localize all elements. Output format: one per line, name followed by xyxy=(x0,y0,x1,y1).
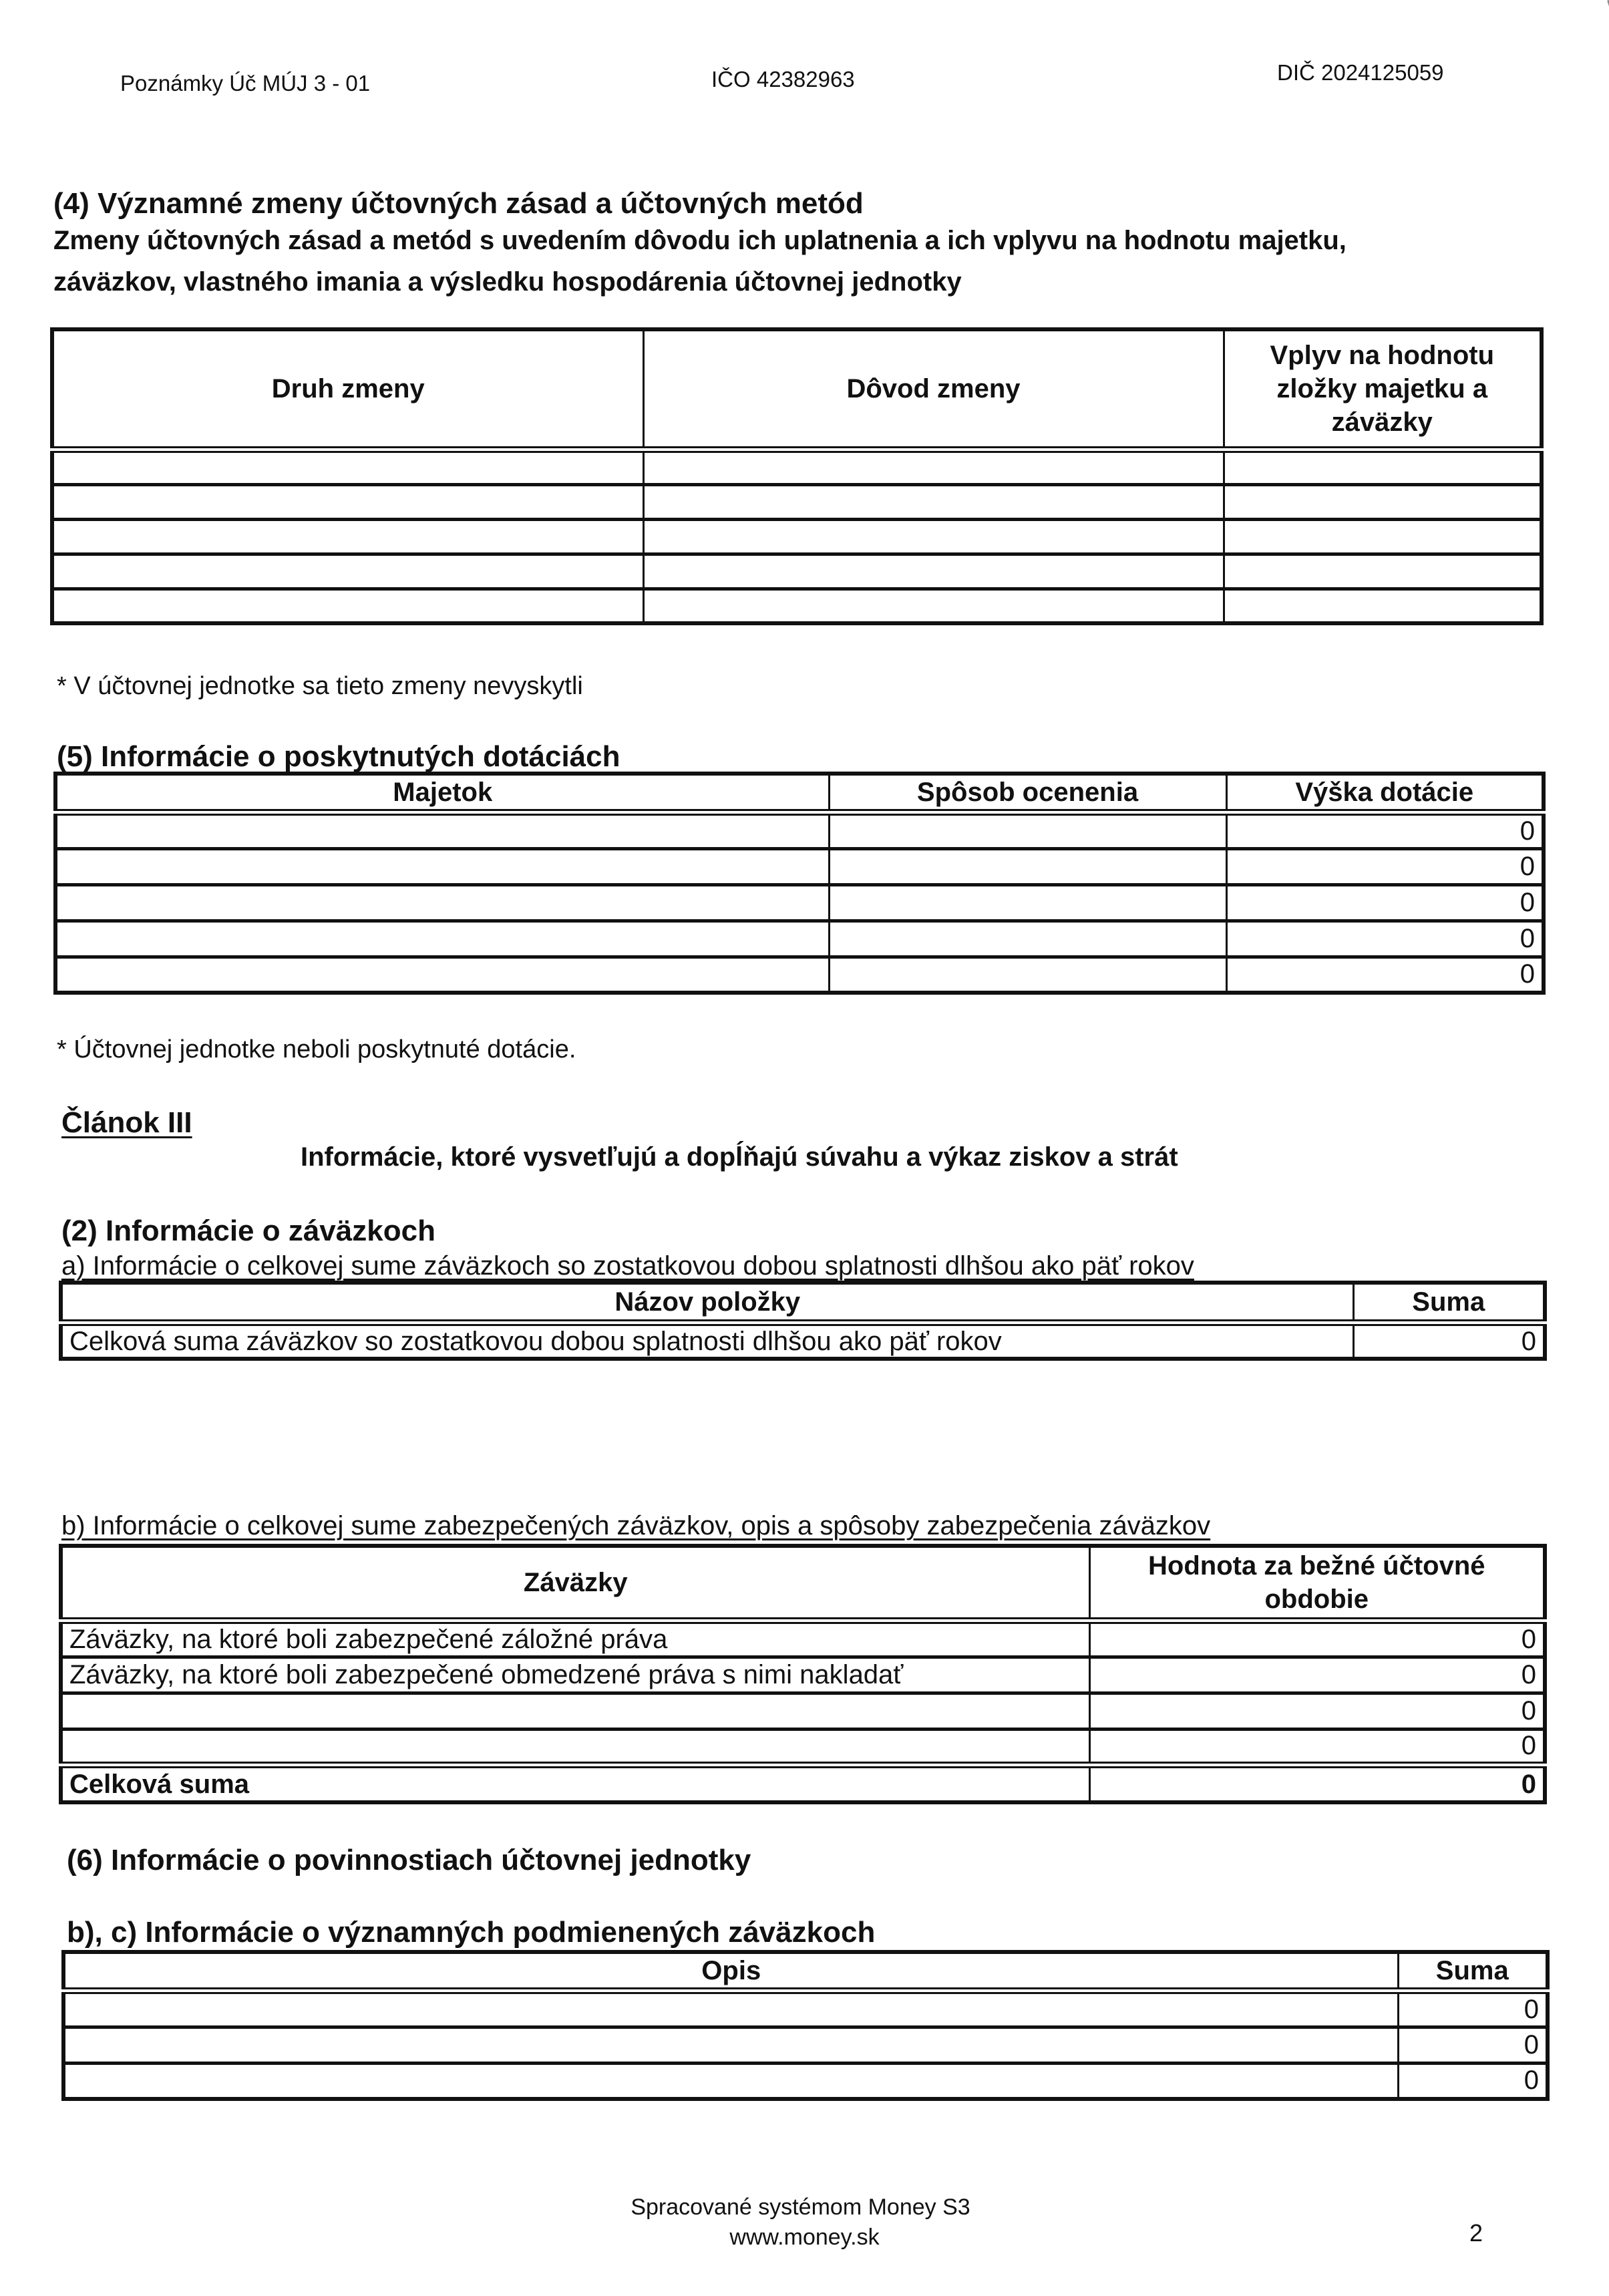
footer-software: Spracované systémom Money S3 xyxy=(631,2194,970,2220)
table-header-row xyxy=(61,1283,1545,1323)
table-row xyxy=(55,957,1544,993)
table-row xyxy=(52,484,1542,519)
subsidy-amount: 0 xyxy=(1226,957,1544,993)
table-row: 0 xyxy=(63,1991,1548,2027)
table-header-row xyxy=(63,1952,1548,1991)
page-number: 2 xyxy=(1469,2219,1483,2247)
table-row xyxy=(52,519,1542,554)
subsidies-table xyxy=(53,772,1546,995)
table-row: 0 xyxy=(63,2027,1548,2063)
section2b-title: b) Informácie o celkovej sume zabezpečených záväzkov, opis a spôsoby zabezpečenia záväzkov xyxy=(61,1511,1211,1540)
subsidy-amount: 0 xyxy=(1226,848,1544,884)
total-amount: 0 xyxy=(1089,1765,1545,1802)
col-header-dovod-zmeny: Dôvod zmeny xyxy=(643,329,1224,450)
section4-title: (4) Významné zmeny účtovných zásad a účtovných metód xyxy=(53,187,864,220)
ico-number: IČO 42382963 xyxy=(711,67,855,92)
col-header-suma: Suma xyxy=(1353,1283,1545,1323)
long-term-liabilities-table xyxy=(59,1281,1547,1361)
table-row: 0 xyxy=(61,1693,1545,1729)
table-header-row xyxy=(55,774,1544,812)
section4-subtitle-1: Zmeny účtovných zásad a metód s uvedením dôvodu ich uplatnenia a ich vplyvu na hodnotu majetku, xyxy=(53,226,1347,255)
section2a-title: a) Informácie o celkovej sume záväzkoch so zostatkovou dobou splatnosti dlhšou ako päť rokov xyxy=(61,1251,1194,1281)
table-row: Záväzky, na ktoré boli zabezpečené obmedzené práva s nimi nakladať 0 xyxy=(61,1657,1545,1693)
table-row: Záväzky, na ktoré boli zabezpečené záložné práva 0 xyxy=(61,1621,1545,1657)
section6bc-title: b), c) Informácie o významných podmienených záväzkoch xyxy=(67,1916,876,1949)
col-header-hodnota: Hodnota za bežné účtovné obdobie xyxy=(1089,1546,1545,1621)
section4-subtitle-2: záväzkov, vlastného imania a výsledku hospodárenia účtovnej jednotky xyxy=(53,267,962,297)
form-code: Poznámky Úč MÚJ 3 - 01 xyxy=(120,71,371,96)
col-header-nazov-polozky: Názov položky xyxy=(61,1283,1353,1323)
table-row: 0 xyxy=(61,1729,1545,1765)
col-header-vplyv: Vplyv na hodnotu zložky majetku a záväzky xyxy=(1224,329,1542,450)
section5-title: (5) Informácie o poskytnutých dotáciách xyxy=(57,740,620,773)
section6-title: (6) Informácie o povinnostiach účtovnej jednotky xyxy=(67,1844,751,1876)
section5-note: * Účtovnej jednotke neboli poskytnuté dotácie. xyxy=(57,1035,576,1063)
table-row xyxy=(55,884,1544,921)
table-row xyxy=(52,554,1542,589)
table-row xyxy=(61,1323,1545,1359)
footer-line1 xyxy=(0,2194,1609,2221)
col-header-druh-zmeny: Druh zmeny xyxy=(52,329,643,450)
dic-number: DIČ 2024125059 xyxy=(1277,60,1444,85)
col-header-suma: Suma xyxy=(1398,1952,1548,1991)
total-label: Celková suma xyxy=(61,1765,1089,1802)
col-header-zavazky: Záväzky xyxy=(61,1546,1089,1621)
table-row xyxy=(55,921,1544,957)
col-header-vyska-dotacie: Výška dotácie xyxy=(1226,774,1544,812)
subsidy-amount: 0 xyxy=(1226,884,1544,921)
item-amount: 0 xyxy=(1353,1323,1545,1359)
table-header-row xyxy=(52,329,1542,450)
table-row xyxy=(52,450,1542,484)
table-row xyxy=(55,848,1544,884)
section4-note: * V účtovnej jednotke sa tieto zmeny nevyskytli xyxy=(57,672,583,700)
footer-line2 xyxy=(0,2225,1609,2251)
table-total-row xyxy=(61,1765,1545,1802)
contingent-liabilities-table xyxy=(61,1950,1550,2101)
col-header-sposob-ocenenia: Spôsob ocenenia xyxy=(829,774,1226,812)
subsidy-amount: 0 xyxy=(1226,921,1544,957)
section2-title: (2) Informácie o záväzkoch xyxy=(61,1214,435,1247)
table-header-row xyxy=(61,1546,1545,1621)
accounting-changes-table xyxy=(50,327,1544,625)
article3-title: Článok III xyxy=(61,1106,192,1139)
col-header-opis: Opis xyxy=(63,1952,1398,1991)
table-row xyxy=(55,812,1544,848)
table-row xyxy=(52,589,1542,623)
secured-liabilities-table xyxy=(59,1544,1547,1804)
subsidy-amount: 0 xyxy=(1226,812,1544,848)
article3-subtitle: Informácie, ktoré vysvetľujú a dopĺňajú súvahu a výkaz ziskov a strát xyxy=(301,1142,1178,1172)
table-row: 0 xyxy=(63,2063,1548,2099)
item-name: Celková suma záväzkov so zostatkovou dobou splatnosti dlhšou ako päť rokov xyxy=(61,1323,1353,1359)
footer-website: www.money.sk xyxy=(729,2225,880,2250)
col-header-majetok: Majetok xyxy=(55,774,829,812)
